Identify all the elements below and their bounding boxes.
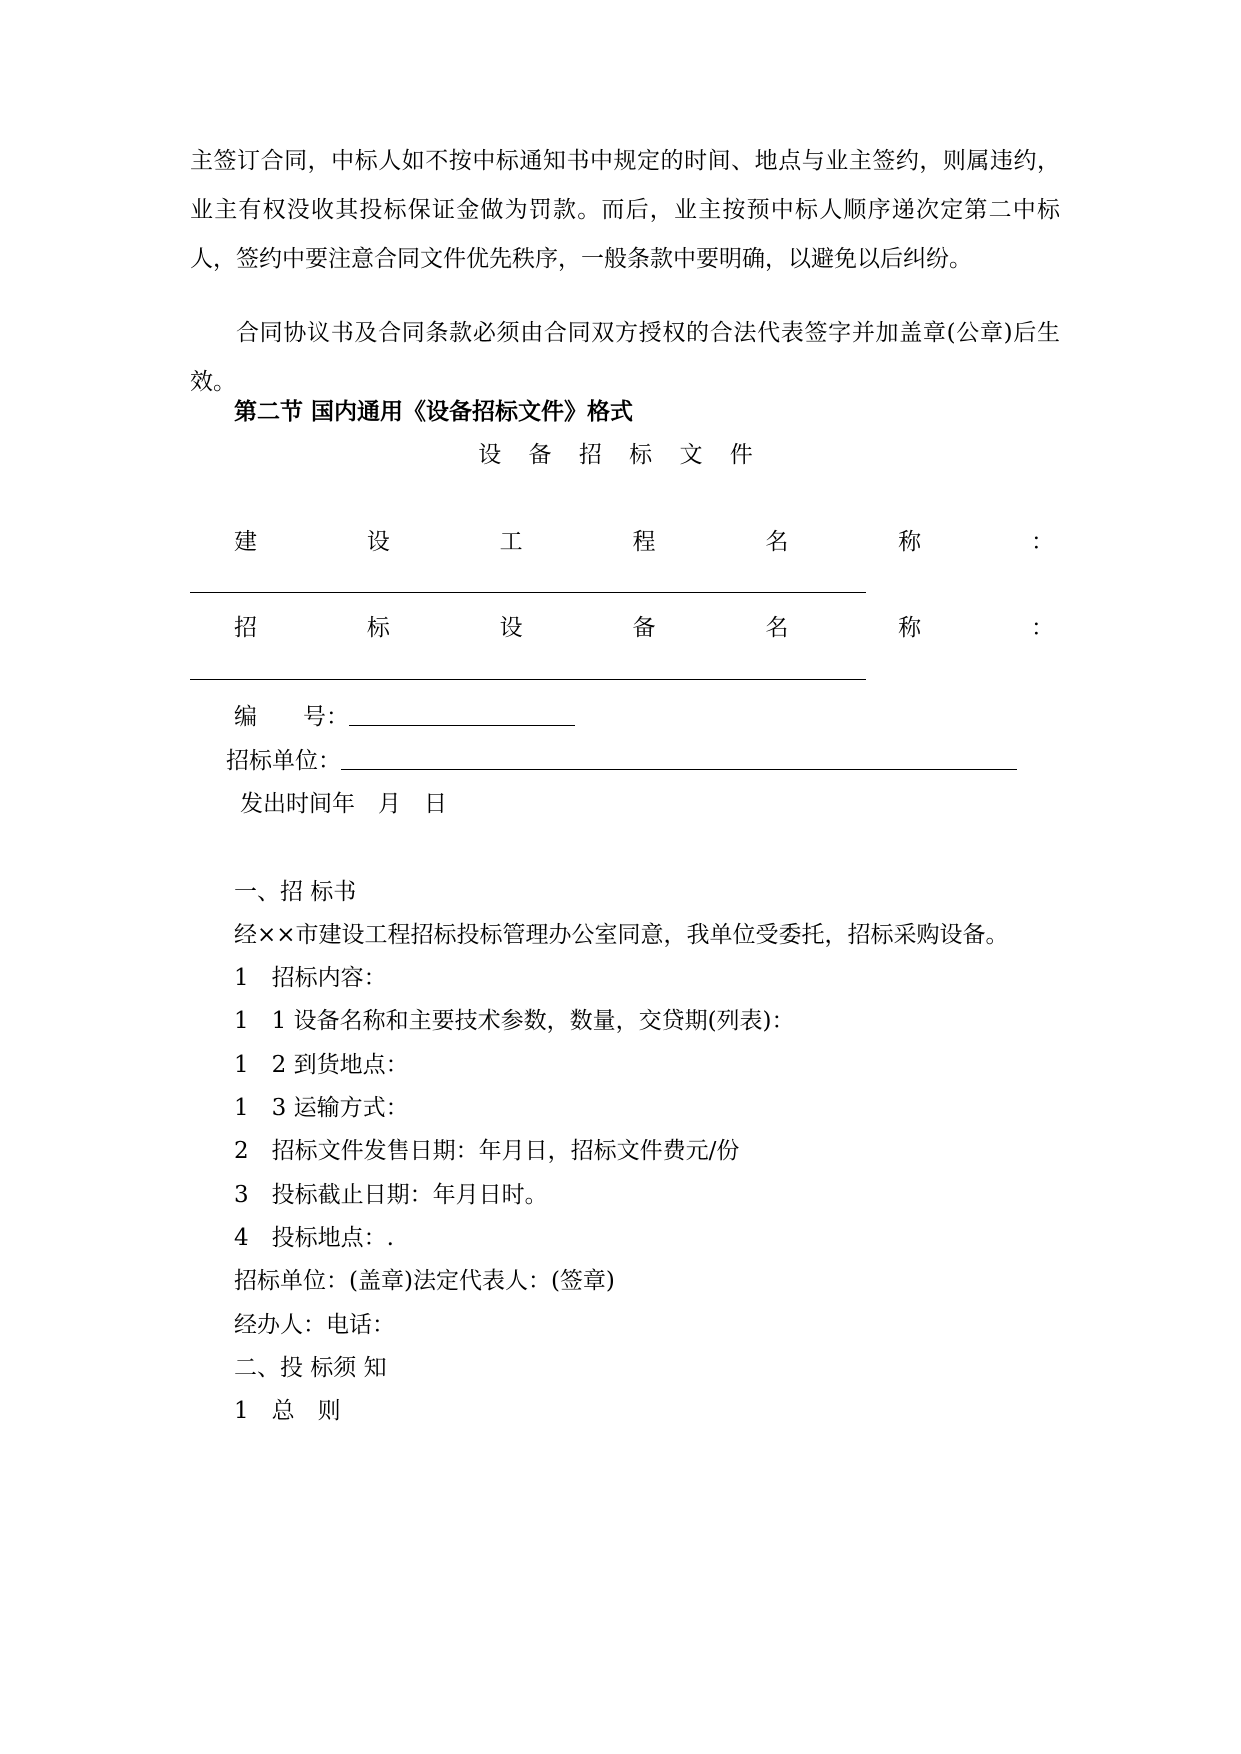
item-delivery-location: 1 2 到货地点： (234, 1052, 409, 1078)
issue-time: 发出时间年 月 日 (240, 791, 447, 817)
number-field (234, 702, 575, 732)
section-heading: 第二节 国内通用《设备招标文件》格式 (234, 398, 634, 425)
paragraph-contract-signing: 主签订合同，中标人如不按中标通知书中规定的时间、地点与业主签约，则属违约，业主有权没收其投标保证金做为罚款。而后，业主按预中标人顺序递次定第二中标人，签约中要注意合同文件优先秩序，一般条款中要明确，以避免以后纠纷。 (190, 148, 1060, 272)
equipment-name-char: 称 (898, 615, 922, 641)
project-name-char: ： (1030, 529, 1054, 555)
handler-phone: 经办人：电话： (234, 1312, 395, 1338)
equipment-name-char: 标 (366, 615, 390, 641)
project-name-blank (190, 592, 866, 593)
item-equipment-params: 1 1 设备名称和主要技术参数，数量，交贷期(列表)： (234, 1008, 795, 1034)
project-name-label (234, 527, 1054, 557)
equipment-name-char: 设 (499, 615, 523, 641)
equipment-name-char: ： (1030, 615, 1054, 641)
project-name-char: 名 (765, 529, 789, 555)
bidding-unit-field (226, 746, 1017, 776)
item-sale-date: 2 招标文件发售日期：年月日，招标文件费元/份 (234, 1138, 740, 1164)
item-general-provisions: 1 总 则 (234, 1398, 341, 1424)
paragraph-contract-effective: 合同协议书及合同条款必须由合同双方授权的合法代表签字并加盖章(公章)后生效。 (190, 320, 1060, 395)
project-name-char: 设 (366, 529, 390, 555)
section-instructions-heading: 二、投 标须 知 (234, 1355, 387, 1381)
project-name-char: 称 (898, 529, 922, 555)
equipment-name-char: 名 (765, 615, 789, 641)
bidding-unit-label: 招标单位： (226, 748, 341, 774)
invitation-intro: 经××市建设工程招标投标管理办公室同意，我单位受委托，招标采购设备。 (234, 922, 1009, 948)
equipment-name-label (234, 613, 1054, 643)
project-name-char: 程 (632, 529, 656, 555)
project-name-char: 工 (499, 529, 523, 555)
bidding-unit-signature: 招标单位：(盖章)法定代表人：(签章) (234, 1268, 615, 1294)
equipment-name-char: 备 (632, 615, 656, 641)
project-name-char: 建 (234, 529, 257, 555)
equipment-name-char: 招 (234, 615, 257, 641)
item-bid-location: 4 投标地点：. (234, 1225, 394, 1251)
document-title: 设 备 招 标 文 件 (478, 442, 763, 468)
item-transport-method: 1 3 运输方式： (234, 1095, 409, 1121)
section-invitation-heading: 一、招 标书 (234, 879, 357, 905)
number-blank (349, 703, 575, 726)
item-deadline: 3 投标截止日期：年月日时。 (234, 1182, 548, 1208)
bidding-unit-blank (341, 747, 1017, 770)
item-bidding-content: 1 招标内容： (234, 965, 387, 991)
number-label: 编 号： (234, 704, 349, 730)
equipment-name-blank (190, 679, 866, 680)
